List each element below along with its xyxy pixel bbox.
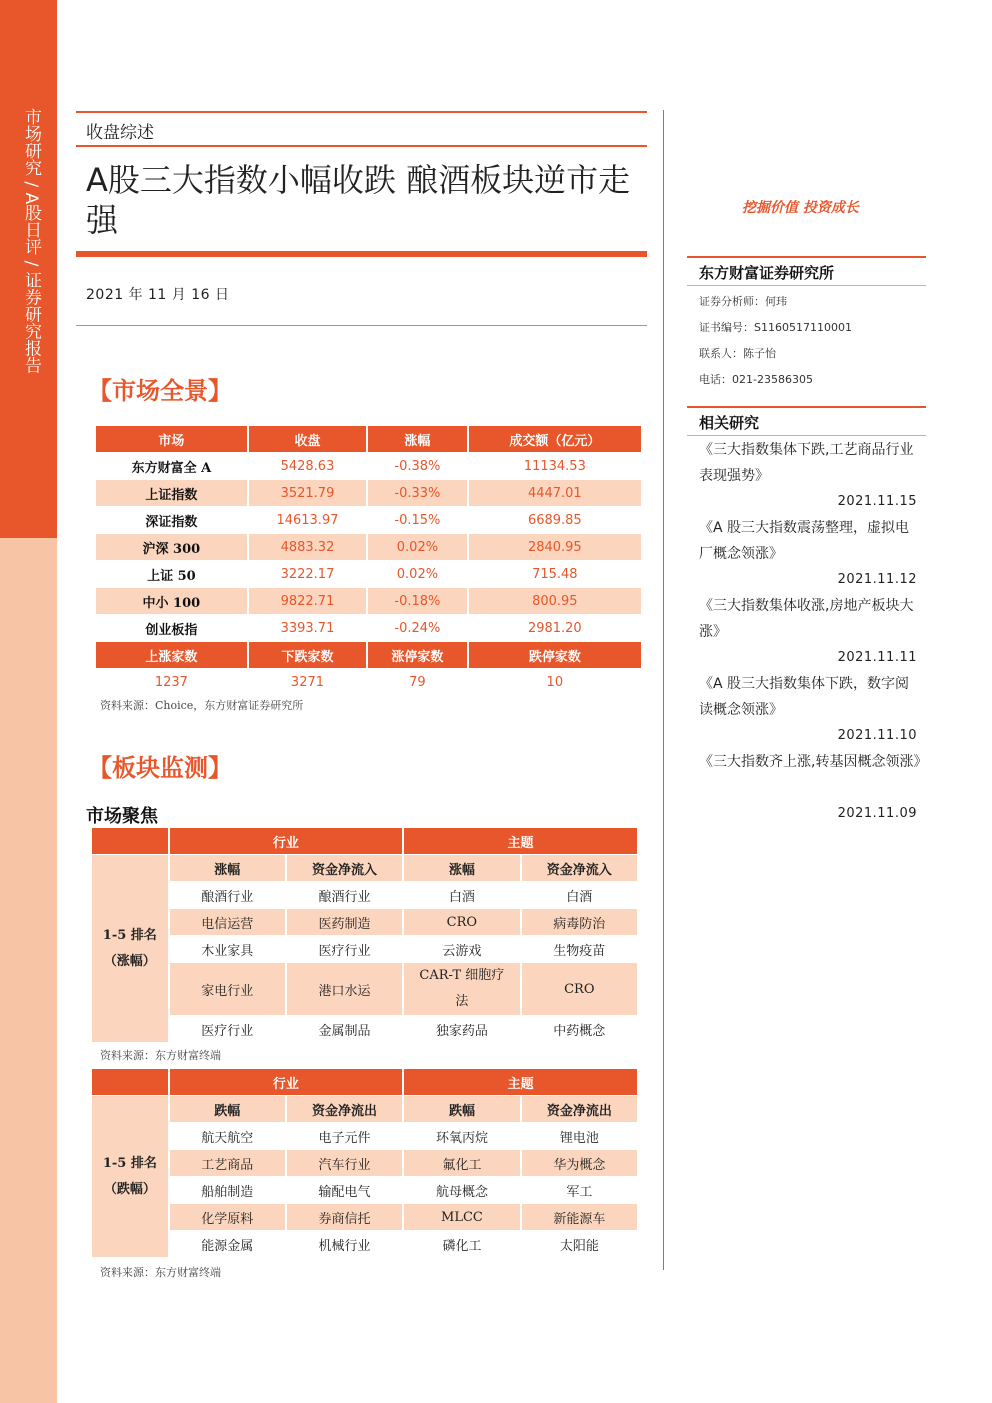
related-date: 2021.11.12	[837, 572, 917, 587]
cell: 白酒	[404, 882, 520, 909]
column-divider	[663, 110, 664, 1270]
col-header: 成交额（亿元）	[469, 426, 641, 453]
sub-header: 资金净流入	[287, 855, 402, 882]
close-value: 9822.71	[249, 588, 366, 615]
cell: CRO	[522, 963, 637, 1016]
institution-underline	[687, 285, 926, 286]
table-row	[92, 963, 637, 1016]
rank-label-line: （涨幅）	[103, 953, 156, 969]
section-rule	[76, 145, 647, 147]
cell: 能源金属	[170, 1231, 285, 1258]
cell: 船舶制造	[170, 1177, 285, 1204]
related-date: 2021.11.15	[837, 494, 917, 509]
table-row	[92, 909, 637, 936]
cell: 港口水运	[287, 963, 402, 1016]
sub-header-row	[92, 1096, 637, 1123]
table-row	[96, 561, 641, 588]
rank-label	[92, 855, 168, 1043]
report-date: 2021 年 11 月 16 日	[86, 287, 230, 303]
count-value: 10	[469, 669, 641, 696]
change-value: -0.15%	[368, 507, 466, 534]
sub-header: 跌幅	[170, 1096, 285, 1123]
related-item[interactable]: 《A 股三大指数集体下跌，数字阅读概念领涨》	[699, 676, 910, 718]
change-value: -0.33%	[368, 480, 466, 507]
cell: 白酒	[522, 882, 637, 909]
close-value: 5428.63	[249, 453, 366, 480]
sidebar-label: 市场研究 / A股日评 / 证券研究报告	[21, 108, 41, 374]
related-title: 相关研究	[699, 414, 760, 432]
col-header: 涨幅	[368, 426, 466, 453]
group-theme: 主题	[404, 828, 637, 855]
table-row	[96, 507, 641, 534]
cell: 锂电池	[522, 1123, 637, 1150]
index-name: 上证指数	[96, 480, 247, 507]
certificate-number: 证书编号：S1160517110001	[699, 321, 852, 334]
related-date: 2021.11.10	[837, 728, 917, 743]
cell: 航天航空	[170, 1123, 285, 1150]
sub-header: 涨幅	[170, 855, 285, 882]
count-header-row	[96, 642, 641, 669]
table-row	[92, 1016, 637, 1043]
related-item[interactable]: 《三大指数集体收涨,房地产板块大涨》	[699, 598, 914, 640]
group-industry: 行业	[170, 1069, 403, 1096]
turnover-value: 11134.53	[469, 453, 641, 480]
cell: MLCC	[404, 1204, 519, 1231]
rank-label-line: （跌幅）	[103, 1181, 156, 1197]
cell: 太阳能	[522, 1231, 637, 1258]
cell: 化学原料	[170, 1204, 285, 1231]
cell: 金属制品	[287, 1016, 402, 1043]
related-rule	[687, 406, 926, 408]
contact-person: 联系人：陈子怡	[699, 347, 776, 360]
index-name: 中小 100	[96, 588, 247, 615]
count-value: 1237	[96, 669, 247, 696]
related-item[interactable]: 《三大指数齐上涨,转基因概念领涨》	[699, 754, 928, 770]
sub-header: 资金净流入	[522, 855, 637, 882]
cell: 独家药品	[404, 1016, 520, 1043]
index-name: 创业板指	[96, 615, 247, 642]
related-item[interactable]: 《A 股三大指数震荡整理，虚拟电厂概念领涨》	[699, 520, 910, 562]
related-underline	[687, 435, 926, 436]
related-date: 2021.11.09	[837, 806, 917, 821]
cell: 工艺商品	[170, 1150, 285, 1177]
cell: 云游戏	[404, 936, 520, 963]
turnover-value: 4447.01	[469, 480, 641, 507]
col-header: 收盘	[249, 426, 366, 453]
index-name: 深证指数	[96, 507, 247, 534]
cell: 酿酒行业	[170, 882, 285, 909]
rank-label	[92, 1096, 168, 1258]
sub-header: 资金净流出	[522, 1096, 637, 1123]
group-theme: 主题	[404, 1069, 637, 1096]
change-value: -0.24%	[368, 615, 466, 642]
change-value: 0.02%	[368, 534, 466, 561]
cell: 军工	[522, 1177, 637, 1204]
table-row	[92, 1231, 637, 1258]
index-name: 东方财富全 A	[96, 453, 247, 480]
sub-header: 资金净流出	[287, 1096, 402, 1123]
table-row	[92, 936, 637, 963]
sector-heading: 【板块监测】	[88, 753, 232, 782]
corner-cell	[92, 1069, 168, 1096]
turnover-value: 2981.20	[469, 615, 641, 642]
rank-label-line: 1-5 排名	[102, 927, 157, 943]
table-row	[92, 1123, 637, 1150]
turnover-value: 6689.85	[469, 507, 641, 534]
cell: 新能源车	[522, 1204, 637, 1231]
table-row	[92, 1150, 637, 1177]
group-header-row	[92, 828, 637, 855]
group-header-row	[92, 1069, 637, 1096]
count-value: 3271	[249, 669, 366, 696]
cell: 机械行业	[287, 1231, 402, 1258]
institution-rule	[687, 256, 926, 258]
page-title: A股三大指数小幅收跌 酿酒板块逆市走强	[86, 161, 631, 239]
turnover-value: 800.95	[469, 588, 641, 615]
table-row	[96, 453, 641, 480]
sidebar-band-light	[0, 538, 57, 1403]
cell: 酿酒行业	[287, 882, 402, 909]
close-value: 3222.17	[249, 561, 366, 588]
sub-header: 跌幅	[404, 1096, 519, 1123]
gainers-table	[90, 828, 639, 1043]
cell: 汽车行业	[287, 1150, 402, 1177]
count-row	[96, 669, 641, 696]
losers-table	[90, 1069, 639, 1258]
close-value: 3393.71	[249, 615, 366, 642]
cell: CRO	[404, 909, 520, 936]
close-value: 4883.32	[249, 534, 366, 561]
cell: 券商信托	[287, 1204, 402, 1231]
gainers-source: 资料来源：东方财富终端	[100, 1049, 221, 1062]
section-label: 收盘综述	[86, 123, 154, 143]
rank-label-line: 1-5 排名	[102, 1155, 157, 1171]
sub-header: 涨幅	[404, 855, 520, 882]
cell: CAR-T 细胞疗法	[404, 963, 520, 1016]
slogan: 挖掘价值 投资成长	[742, 200, 859, 216]
analyst: 证券分析师：何玮	[699, 295, 787, 308]
cell: 家电行业	[170, 963, 285, 1016]
count-header: 涨停家数	[368, 642, 466, 669]
related-date: 2021.11.11	[837, 650, 917, 665]
table-header-row	[96, 426, 641, 453]
table-row	[96, 534, 641, 561]
count-header: 上涨家数	[96, 642, 247, 669]
change-value: -0.38%	[368, 453, 466, 480]
related-item[interactable]: 《三大指数集体下跌,工艺商品行业表现强势》	[699, 442, 914, 484]
count-header: 跌停家数	[469, 642, 641, 669]
count-value: 79	[368, 669, 466, 696]
cell: 环氧丙烷	[404, 1123, 519, 1150]
cell: 医药制造	[287, 909, 402, 936]
cell: 电子元件	[287, 1123, 402, 1150]
table-row	[92, 1204, 637, 1231]
sub-header-row	[92, 855, 637, 882]
change-value: 0.02%	[368, 561, 466, 588]
cell: 氟化工	[404, 1150, 519, 1177]
market-table	[94, 426, 643, 696]
cell: 电信运营	[170, 909, 285, 936]
cell: 华为概念	[522, 1150, 637, 1177]
institution-name: 东方财富证券研究所	[699, 264, 835, 282]
table-row	[92, 882, 637, 909]
market-heading: 【市场全景】	[88, 376, 232, 405]
index-name: 上证 50	[96, 561, 247, 588]
cell: 中药概念	[522, 1016, 637, 1043]
turnover-value: 715.48	[469, 561, 641, 588]
cell: 生物疫苗	[522, 936, 637, 963]
cell: 木业家具	[170, 936, 285, 963]
top-rule	[76, 111, 647, 113]
date-rule	[76, 325, 647, 326]
table-row	[96, 615, 641, 642]
table-row	[96, 480, 641, 507]
cell: 医疗行业	[170, 1016, 285, 1043]
index-name: 沪深 300	[96, 534, 247, 561]
col-header: 市场	[96, 426, 247, 453]
cell: 病毒防治	[522, 909, 637, 936]
losers-source: 资料来源：东方财富终端	[100, 1266, 221, 1279]
cell: 航母概念	[404, 1177, 519, 1204]
market-source: 资料来源：Choice，东方财富证券研究所	[100, 699, 304, 712]
close-value: 3521.79	[249, 480, 366, 507]
table-row	[96, 588, 641, 615]
count-header: 下跌家数	[249, 642, 366, 669]
title-rule	[76, 251, 647, 257]
turnover-value: 2840.95	[469, 534, 641, 561]
table-row	[92, 1177, 637, 1204]
close-value: 14613.97	[249, 507, 366, 534]
cell: 输配电气	[287, 1177, 402, 1204]
cell: 磷化工	[404, 1231, 519, 1258]
phone: 电话：021-23586305	[699, 373, 813, 386]
change-value: -0.18%	[368, 588, 466, 615]
corner-cell	[92, 828, 168, 855]
sector-subheading: 市场聚焦	[86, 806, 158, 827]
group-industry: 行业	[170, 828, 402, 855]
cell: 医疗行业	[287, 936, 402, 963]
